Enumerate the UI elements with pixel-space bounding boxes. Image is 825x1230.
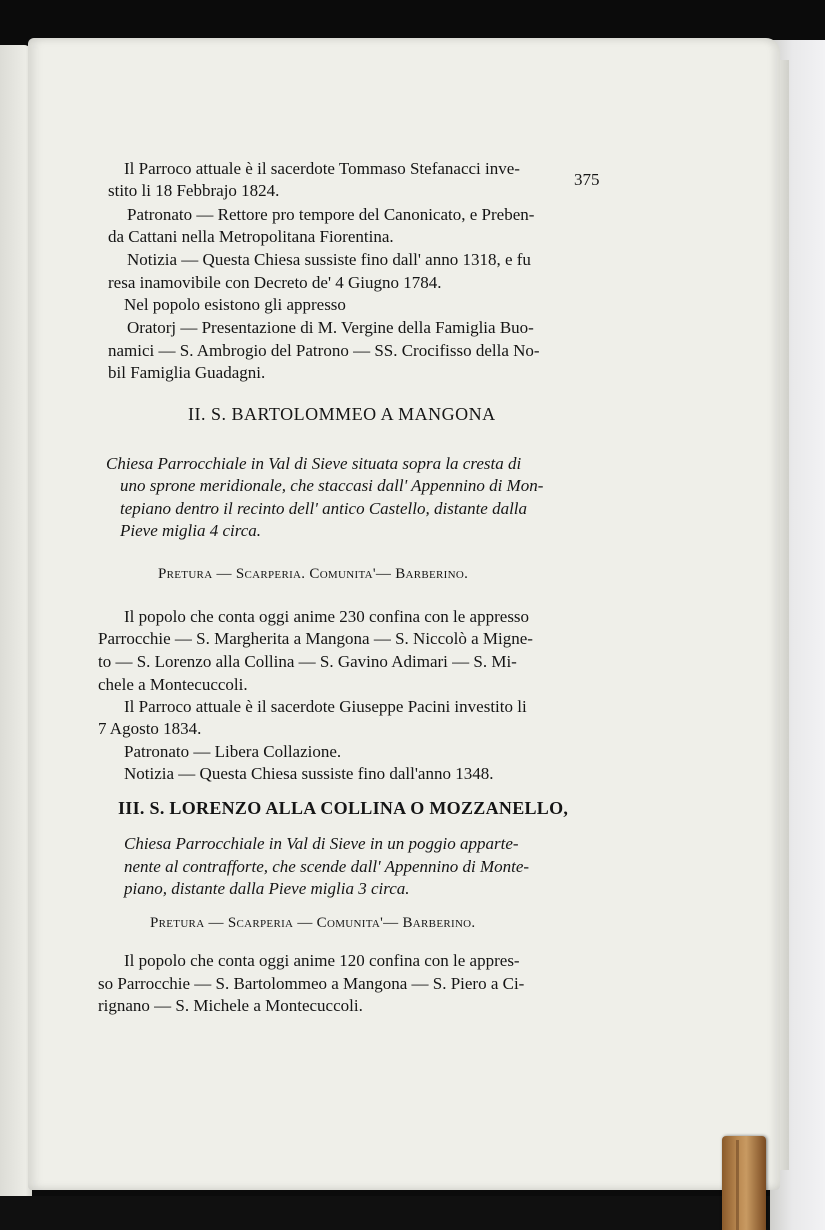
text-line: Patronato — Libera Collazione. (124, 742, 342, 761)
text-line: resa inamovibile con Decreto de' 4 Giugno 1784. (108, 273, 442, 292)
background-bottom (0, 1196, 770, 1230)
pretura-line: Pretura — Scarperia — Comunita'— Barberino. (150, 915, 476, 931)
description-line: nente al contrafforte, che scende dall' Appennino di Monte- (124, 857, 530, 876)
text-line: Notizia — Questa Chiesa sussiste fino dall'anno 1348. (124, 764, 494, 783)
wooden-bookmark (722, 1136, 766, 1230)
description-line: Pieve miglia 4 circa. (120, 521, 261, 540)
text-line: Il popolo che conta oggi anime 120 confina con le appres- (124, 951, 520, 970)
text-line: Il Parroco attuale è il sacerdote Tommaso Stefanacci inve- (124, 159, 520, 178)
text-line: to — S. Lorenzo alla Collina — S. Gavino Adimari — S. Mi- (98, 652, 517, 671)
text-line: Il Parroco attuale è il sacerdote Giuseppe Pacini investito li (124, 697, 527, 716)
text-line: da Cattani nella Metropolitana Fiorentina. (108, 227, 394, 246)
section-heading: II. S. BARTOLOMMEO A MANGONA (188, 404, 496, 424)
description-line: tepiano dentro il recinto dell' antico Castello, distante dalla (120, 499, 528, 518)
book-page (28, 38, 780, 1190)
page-number: 375 (574, 170, 600, 189)
text-line: Patronato — Rettore pro tempore del Canonicato, e Preben- (127, 205, 535, 224)
text-line: Oratorj — Presentazione di M. Vergine della Famiglia Buo- (127, 318, 534, 337)
text-line: rignano — S. Michele a Montecuccoli. (98, 996, 363, 1015)
text-line: so Parrocchie — S. Bartolommeo a Mangona — S. Piero a Ci- (98, 974, 525, 993)
description-line: piano, distante dalla Pieve miglia 3 circa. (124, 879, 410, 898)
text-line: Nel popolo esistono gli appresso (124, 295, 346, 314)
text-line: Notizia — Questa Chiesa sussiste fino dall' anno 1318, e fu (127, 250, 531, 269)
text-line: Parrocchie — S. Margherita a Mangona — S. Niccolò a Migne- (98, 629, 533, 648)
text-line: chele a Montecuccoli. (98, 675, 248, 694)
description-line: Chiesa Parrocchiale in Val di Sieve in un poggio apparte- (124, 834, 519, 853)
pretura-line: Pretura — Scarperia. Comunita'— Barberino. (158, 566, 469, 582)
text-line: Il popolo che conta oggi anime 230 confina con le appresso (124, 607, 530, 626)
section-heading: III. S. LORENZO ALLA COLLINA O MOZZANELLO, (118, 798, 569, 818)
text-line: stito li 18 Febbrajo 1824. (108, 181, 280, 200)
text-line: bil Famiglia Guadagni. (108, 363, 266, 382)
text-line: namici — S. Ambrogio del Patrono — SS. Crocifisso della No- (108, 341, 540, 360)
description-line: uno sprone meridionale, che staccasi dall' Appennino di Mon- (120, 476, 544, 495)
description-line: Chiesa Parrocchiale in Val di Sieve situata sopra la cresta di (106, 454, 522, 473)
text-line: 7 Agosto 1834. (98, 719, 202, 738)
